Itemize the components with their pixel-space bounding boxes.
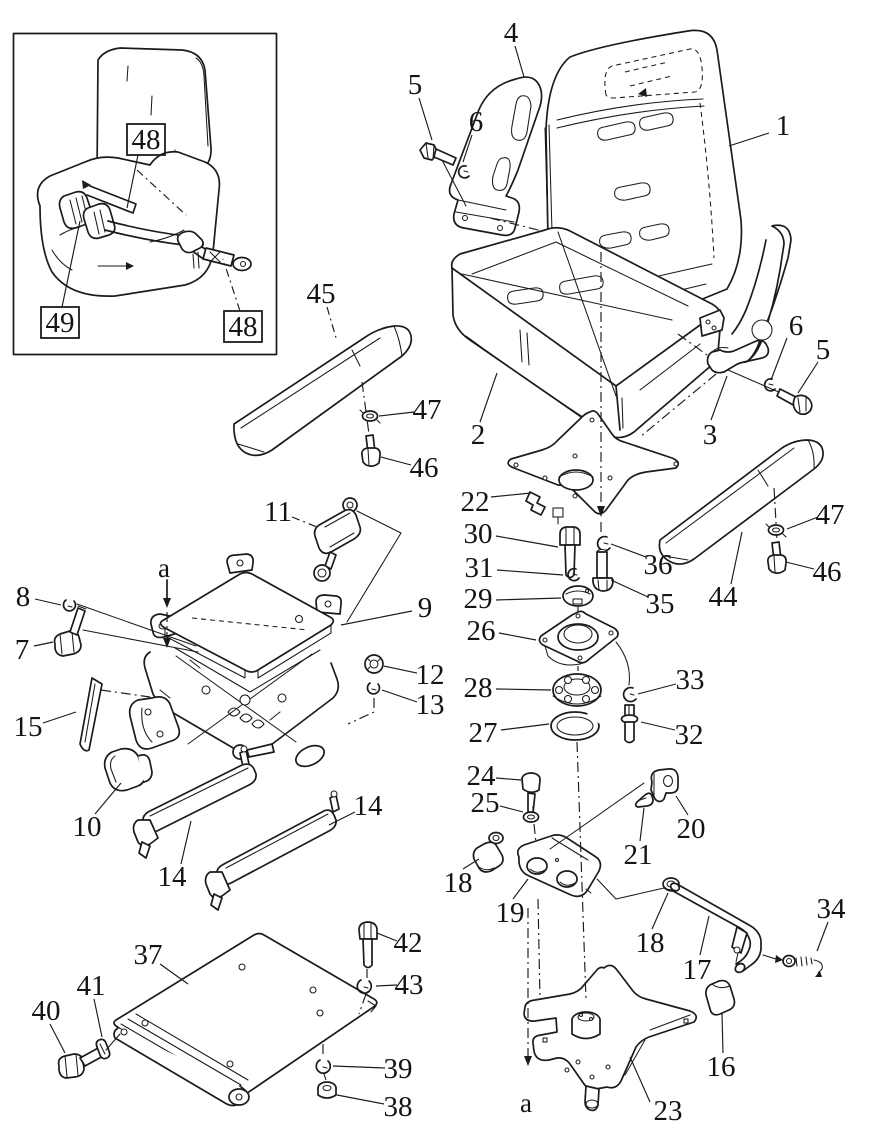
part-label-14: 14 — [157, 861, 187, 893]
leader-line-35 — [611, 580, 648, 597]
part-bolt-7 — [55, 606, 86, 656]
part-label-a: a — [158, 553, 170, 583]
leader-line-27 — [501, 724, 549, 730]
leader-line-9 — [341, 611, 412, 625]
part-bushing-18-left — [473, 833, 503, 873]
part-label-7: 7 — [14, 634, 30, 666]
part-bearing-28 — [553, 674, 601, 706]
leader-line-32 — [641, 722, 675, 730]
leader-line-17 — [700, 916, 709, 955]
part-clip-33 — [624, 688, 636, 702]
part-clip-39 — [316, 1060, 330, 1073]
leader-line-45 — [327, 307, 337, 341]
part-label-38: 38 — [383, 1091, 413, 1123]
leader-line-14 — [181, 821, 191, 864]
leader-line-47 — [787, 517, 818, 529]
leader-line-23 — [630, 1057, 650, 1102]
leader-line-21 — [640, 808, 644, 841]
part-label-34: 34 — [816, 893, 846, 925]
leader-line-5 — [419, 98, 432, 140]
part-pin-41 — [96, 1034, 120, 1059]
part-label-1: 1 — [775, 110, 791, 142]
part-label-43: 43 — [394, 969, 424, 1001]
leader-line-37 — [160, 964, 188, 984]
part-lower-plate-23 — [524, 965, 696, 1110]
leader-line-26 — [499, 633, 536, 640]
part-label-17: 17 — [682, 954, 712, 986]
part-label-18: 18 — [635, 927, 665, 959]
leader-line-22 — [491, 493, 531, 497]
part-armrest-44 — [659, 440, 823, 564]
leader-line-8 — [35, 599, 61, 605]
part-label-41: 41 — [76, 970, 106, 1002]
leader-line-13 — [382, 690, 417, 702]
leader-line-15 — [43, 712, 76, 723]
part-roller-14-lower — [206, 791, 340, 910]
leader-line-18 — [652, 893, 668, 929]
leader-line-1 — [729, 133, 769, 146]
part-clamp-20 — [651, 769, 678, 802]
part-label-a: a — [520, 1088, 532, 1118]
part-label-44: 44 — [708, 581, 738, 613]
part-fitting-34 — [763, 955, 822, 977]
part-armrest-45 — [234, 326, 411, 455]
part-label-16: 16 — [706, 1051, 736, 1083]
part-swivel-plate-22 — [508, 411, 678, 524]
part-bolt-46-right — [768, 542, 786, 573]
leader-line-2 — [480, 373, 497, 422]
part-cap-29 — [563, 586, 593, 606]
part-clip-13 — [348, 683, 379, 724]
leader-line-38 — [337, 1095, 384, 1104]
part-label-48: 48 — [228, 311, 258, 343]
part-label-22: 22 — [460, 486, 490, 518]
part-bolt-24 — [522, 773, 540, 813]
leader-line-19 — [513, 879, 528, 899]
leader-line-24 — [496, 778, 521, 780]
leader-line-3 — [711, 376, 727, 420]
part-label-19: 19 — [495, 897, 525, 929]
part-label-21: 21 — [623, 839, 653, 871]
part-label-46: 46 — [812, 556, 842, 588]
leader-line-41 — [94, 999, 102, 1037]
part-clip-8 — [63, 600, 75, 611]
part-washer-25 — [524, 812, 539, 822]
part-label-32: 32 — [674, 719, 704, 751]
leader-line-4 — [515, 46, 524, 77]
leader-line-11 — [292, 517, 317, 527]
part-label-37: 37 — [133, 939, 163, 971]
part-label-42: 42 — [393, 927, 423, 959]
part-label-9: 9 — [417, 592, 433, 624]
leader-line-34 — [817, 922, 828, 951]
leader-line-44 — [731, 532, 742, 584]
part-label-27: 27 — [468, 717, 498, 749]
leader-line-29 — [496, 598, 561, 600]
part-suspension-frame-9 — [151, 554, 341, 678]
leader-line-7 — [34, 642, 53, 646]
leader-line-12 — [384, 666, 417, 673]
part-washer-47-left — [360, 410, 380, 423]
part-label-36: 36 — [643, 549, 673, 581]
leader-line-46 — [381, 457, 411, 465]
leader-line-36 — [611, 544, 646, 557]
part-label-46: 46 — [409, 452, 439, 484]
part-label-31: 31 — [464, 552, 494, 584]
leader-line-31 — [497, 570, 563, 575]
part-bolt-35 — [593, 550, 613, 592]
part-pin-32 — [622, 705, 638, 743]
part-label-24: 24 — [466, 760, 496, 792]
part-bolt-42 — [359, 922, 377, 968]
part-label-3: 3 — [702, 419, 718, 451]
part-label-14: 14 — [353, 790, 383, 822]
part-label-39: 39 — [383, 1053, 413, 1085]
leader-line-16 — [722, 1013, 723, 1053]
leader-line-28 — [496, 689, 551, 690]
part-label-11: 11 — [264, 496, 292, 528]
part-label-8: 8 — [15, 581, 31, 613]
part-label-6: 6 — [788, 310, 804, 342]
part-label-29: 29 — [463, 583, 493, 615]
leader-line-47 — [379, 412, 414, 416]
leader-line-30 — [496, 536, 558, 547]
part-label-20: 20 — [676, 813, 706, 845]
part-bolt-46-left — [362, 435, 380, 466]
part-label-47: 47 — [412, 394, 442, 426]
leader-line-39 — [333, 1066, 385, 1068]
part-ring-27 — [551, 707, 605, 740]
part-pin-21 — [636, 793, 653, 807]
leader-line-33 — [638, 684, 676, 694]
part-label-45: 45 — [306, 278, 336, 310]
part-label-6: 6 — [468, 106, 484, 138]
part-label-13: 13 — [415, 689, 445, 721]
part-label-2: 2 — [470, 419, 486, 451]
part-label-10: 10 — [72, 811, 102, 843]
part-label-4: 4 — [503, 17, 519, 49]
part-label-26: 26 — [466, 615, 496, 647]
part-bolt-5-left — [420, 143, 456, 165]
part-label-33: 33 — [675, 664, 705, 696]
part-nut-38 — [318, 1044, 336, 1098]
leader-line-6 — [771, 338, 787, 380]
part-label-49: 49 — [45, 307, 75, 339]
part-roller-14-upper — [134, 746, 257, 858]
leader-line-25 — [500, 806, 523, 812]
part-washer-47-right — [766, 524, 786, 537]
part-clip-6-right — [765, 379, 775, 391]
part-clip-36 — [598, 537, 610, 551]
part-suspension-mechanism — [130, 648, 339, 770]
part-label-40: 40 — [31, 995, 61, 1027]
part-label-48: 48 — [131, 124, 161, 156]
part-knob-10 — [105, 749, 152, 791]
part-label-35: 35 — [645, 588, 675, 620]
leader-line-40 — [50, 1024, 65, 1053]
part-label-23: 23 — [653, 1095, 683, 1127]
part-label-12: 12 — [415, 659, 445, 691]
leader-line-5 — [798, 362, 818, 393]
part-label-47: 47 — [815, 499, 845, 531]
part-label-28: 28 — [463, 672, 493, 704]
part-label-18: 18 — [443, 867, 473, 899]
leader-line-46 — [786, 562, 814, 569]
part-armrest-bracket-4 — [442, 77, 546, 235]
part-label-30: 30 — [463, 518, 493, 550]
part-label-25: 25 — [470, 787, 500, 819]
part-nut-12 — [365, 655, 383, 673]
part-label-5: 5 — [815, 334, 831, 366]
part-label-5: 5 — [407, 69, 423, 101]
leader-line-10 — [95, 783, 121, 814]
part-label-15: 15 — [13, 711, 43, 743]
part-bolt-5-right — [777, 389, 812, 414]
